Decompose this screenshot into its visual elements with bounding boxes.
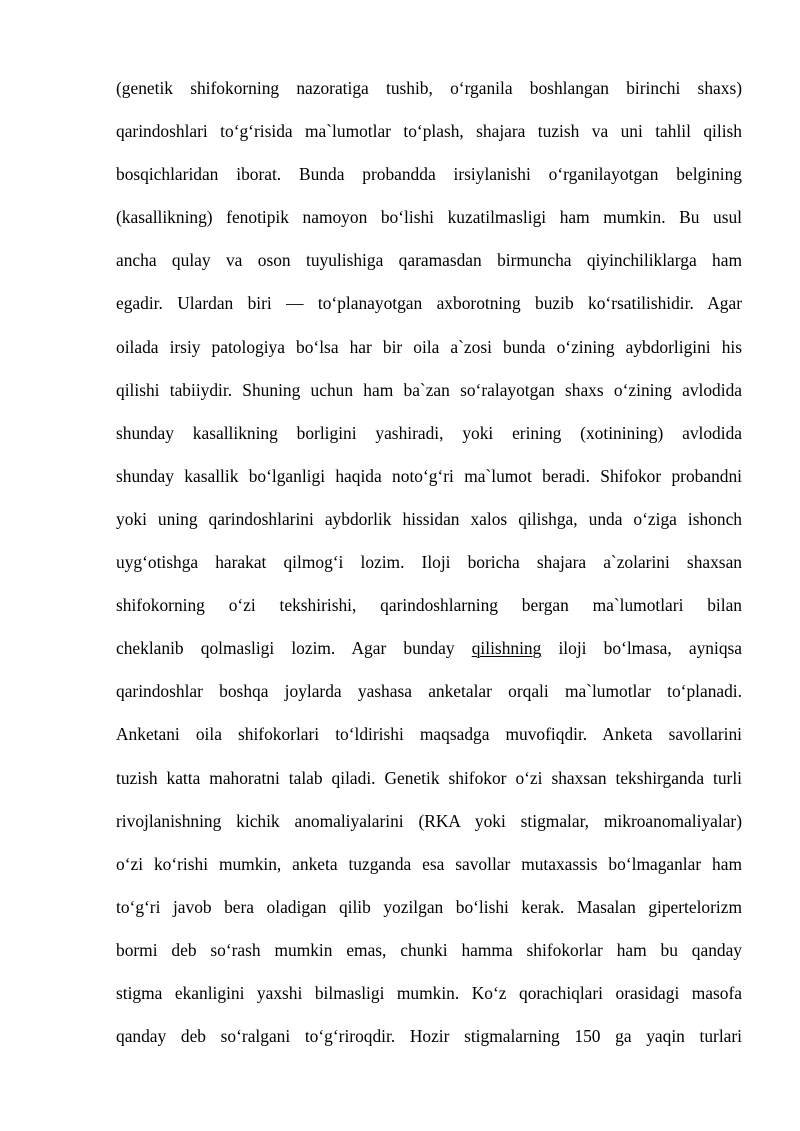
text-line: qarindoshlari to‘g‘risida ma`lumotlar to‘plash, shajara tuzish va uni tahlil qilish: [116, 121, 742, 142]
text-line: yoki uning qarindoshlarini aybdorlik hissidan xalos qilishga, unda o‘ziga ishonch: [116, 508, 742, 529]
text-line: shunday kasallikning borligini yashiradi, yoki erining (xotinining) avlodida: [116, 422, 742, 443]
text-line: Anketani oila shifokorlari to‘ldirishi maqsadga muvofiqdir. Anketa savollarini: [116, 724, 742, 745]
text-line: o‘zi ko‘rishi mumkin, anketa tuzganda esa savollar mutaxassis bo‘lmaganlar ham: [116, 853, 742, 874]
text-line: bosqichlaridan iborat. Bunda probandda irsiylanishi o‘rganilayotgan belgining: [116, 164, 742, 185]
text-line: oilada irsiy patologiya bo‘lsa har bir oila a`zosi bunda o‘zining aybdorligini his: [116, 336, 742, 357]
paragraph: [116, 72, 742, 1063]
text-line: (kasallikning) fenotipik namoyon bo‘lishi kuzatilmasligi ham mumkin. Bu usul: [116, 207, 742, 228]
text-line: egadir. Ulardan biri — to‘planayotgan axborotning buzib ko‘rsatilishidir. Agar: [116, 293, 742, 314]
text-line: ancha qulay va oson tuyulishiga qaramasdan birmuncha qiyinchiliklarga ham: [116, 250, 742, 271]
text-line: qilishi tabiiydir. Shuning uchun ham ba`zan so‘ralayotgan shaxs o‘zining avlodida: [116, 379, 742, 400]
text-line-with-underline: [116, 632, 742, 675]
text-line: shifokorning o‘zi tekshirishi, qarindoshlarning bergan ma`lumotlari bilan: [116, 595, 742, 616]
text-line: tuzish katta mahoratni talab qiladi. Genetik shifokor o‘zi shaxsan tekshirganda turli: [116, 767, 742, 788]
text-line: shunday kasallik bo‘lganligi haqida noto‘g‘ri ma`lumot beradi. Shifokor probandni: [116, 465, 742, 486]
text-line: to‘g‘ri javob bera oladigan qilib yozilgan bo‘lishi kerak. Masalan gipertelorizm: [116, 896, 742, 917]
text-line: uyg‘otishga harakat qilmog‘i lozim. Iloji boricha shajara a`zolarini shaxsan: [116, 552, 742, 573]
text-line: stigma ekanligini yaxshi bilmasligi mumkin. Ko‘z qorachiqlari orasidagi masofa: [116, 982, 742, 1003]
text-segment: iloji bo‘lmasa, ayniqsa: [541, 638, 742, 659]
text-segment: cheklanib qolmasligi lozim. Agar bunday: [116, 638, 472, 659]
text-line: rivojlanishning kichik anomaliyalarini (RKA yoki stigmalar, mikroanomaliyalar): [116, 810, 742, 831]
text-line: bormi deb so‘rash mumkin emas, chunki hamma shifokorlar ham bu qanday: [116, 939, 742, 960]
text-line: (genetik shifokorning nazoratiga tushib, o‘rganila boshlangan birinchi shaxs): [116, 78, 742, 98]
underlined-word: qilishning: [471, 638, 542, 659]
text-line: qarindoshlar boshqa joylarda yashasa anketalar orqali ma`lumotlar to‘planadi.: [116, 681, 742, 702]
text-line: qanday deb so‘ralgani to‘g‘riroqdir. Hozir stigmalarning 150 ga yaqin turlari: [116, 1026, 742, 1047]
